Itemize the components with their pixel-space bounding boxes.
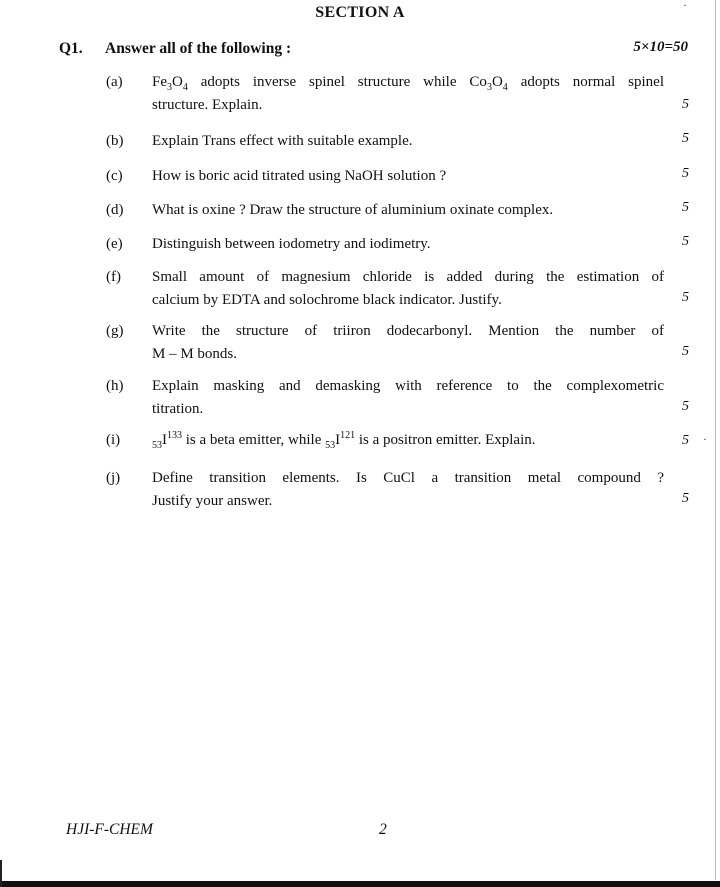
scan-edge-left bbox=[0, 860, 2, 887]
scan-edge-right bbox=[715, 0, 716, 880]
item-label: (a) bbox=[106, 74, 123, 90]
item-text: Write the structure of triiron dodecarbonyl. Mention the number of M – M bonds. bbox=[152, 323, 664, 362]
item-label: (c) bbox=[106, 168, 123, 184]
item-label: (i) bbox=[106, 432, 121, 448]
item-label: (g) bbox=[106, 323, 124, 339]
item-marks: 5 bbox=[682, 290, 689, 305]
item-label: (j) bbox=[106, 470, 121, 486]
item-marks: 5 bbox=[682, 166, 689, 181]
item-marks: 5 bbox=[682, 399, 689, 414]
item-text: Explain masking and demasking with reference to the complexometric titration. bbox=[152, 378, 664, 417]
item-text: What is oxine ? Draw the structure of aluminium oxinate complex. bbox=[152, 202, 554, 218]
item-text: Define transition elements. Is CuCl a transition metal compound ? Justify your answer. bbox=[152, 470, 664, 509]
item-label: (f) bbox=[106, 269, 121, 285]
item-marks: 5 bbox=[682, 200, 689, 215]
question-total-marks: 5×10=50 bbox=[633, 39, 688, 55]
section-title: SECTION A bbox=[315, 4, 405, 21]
question-heading: Answer all of the following : bbox=[105, 40, 292, 57]
item-marks: 5 bbox=[682, 131, 689, 146]
item-text: Small amount of magnesium chloride is added during the estimation of calcium by EDTA and solochrome black indicator. Justify. bbox=[152, 269, 664, 308]
item-text: Explain Trans effect with suitable example. bbox=[152, 133, 413, 149]
item-label: (e) bbox=[106, 236, 123, 252]
item-text: How is boric acid titrated using NaOH solution ? bbox=[152, 168, 447, 184]
scan-speck: · bbox=[703, 432, 707, 446]
item-text: Distinguish between iodometry and iodimetry. bbox=[152, 236, 431, 252]
item-text: $_{53}I^{133}$ is a beta emitter, while $_{53}I^{121}$ is a positron emitter. Explain. bbox=[152, 430, 536, 451]
scan-edge-bottom bbox=[0, 881, 720, 887]
item-marks: 5 bbox=[682, 97, 689, 112]
item-label: (b) bbox=[106, 133, 124, 149]
scan-speck: · bbox=[683, 0, 687, 12]
item-label: (d) bbox=[106, 202, 124, 218]
item-label: (h) bbox=[106, 378, 124, 394]
item-marks: 5 bbox=[682, 491, 689, 506]
item-text: $Fe_3O_4$ adopts inverse spinel structure while $Co_3O_4$ adopts normal spinel structure. Explain. bbox=[152, 74, 664, 113]
page-number: 2 bbox=[379, 821, 387, 838]
item-marks: 5 bbox=[682, 433, 689, 448]
paper-code: HJI-F-CHEM bbox=[66, 821, 153, 838]
question-number: Q1. bbox=[59, 40, 83, 57]
item-marks: 5 bbox=[682, 344, 689, 359]
item-marks: 5 bbox=[682, 234, 689, 249]
